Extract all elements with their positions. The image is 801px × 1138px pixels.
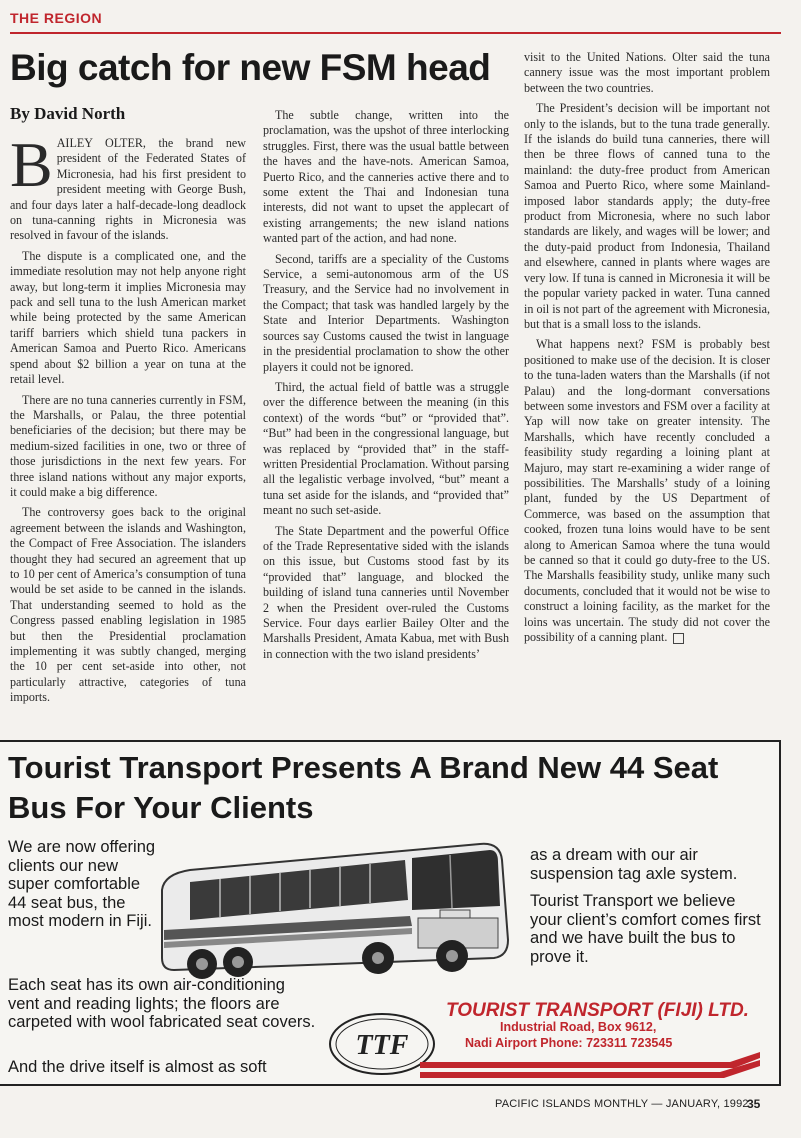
- bus-image: [150, 830, 525, 990]
- ad-copy-left-3: And the drive itself is almost as soft: [8, 1058, 267, 1076]
- article-paragraph: The subtle change, written into the proclamation, was the upshot of three interlocking struggles. First, there was the usual battle between the haves and the have-nots. American Samoa, Puerto Rico, and the canneries active there and to some extent the Thai and Indonesian tuna interests, did not want to upset the applecart of existing arrangements; the new island nations wanted part of the action, and had none.: [263, 108, 509, 246]
- article-column-2: [263, 108, 509, 667]
- ad-copy-left-2: Each seat has its own air-conditioning vent and reading lights; the floors are carpeted with wool fabricated seat covers.: [8, 976, 316, 1031]
- article-paragraph: BAILEY OLTER, the brand new president of the Federated States of Micronesia, had his first president to president meeting with George Bush, and four days later a half-decade-long deadlock on tuna-canning rights in Micronesia was resolved in favour of the islands.: [10, 129, 246, 243]
- article-paragraph: Second, tariffs are a speciality of the Customs Service, a semi-autonomous arm of the US Treasury, and the Service had no involvement in the Compact; that task was handled largely by the State and Interior Departments. Washington sources say Customs caused the twist in language in the presidential proclamation to show the other players it could not be ignored.: [263, 251, 509, 374]
- article-paragraph: The controversy goes back to the original agreement between the islands and Washington, the Compact of Free Association. The islanders thought they had secured an agreement that up to 10 per cent of America’s consumption of tuna would be set aside to be canned in the islands. That understanding seemed to hold as the Congress passed enabling legislation in 1985 but then the Presidential proclamation implementing it was subtly changed, merging the 10 per cent set-aside into other, not particularly attractive, categories of tuna imports.: [10, 505, 246, 705]
- article-paragraph: Third, the actual field of battle was a struggle over the difference between the meaning (in this context) of the words “but” or “provided that”. “But” had been in the congressional language, but was replaced by “provided that” in the staff-written Presidential Proclamation. Without parsing all the legalistic verbage involved, “but” meant a tuna set aside for the islands, and “provided that” meant no such set-aside.: [263, 379, 509, 518]
- article-paragraph: visit to the United Nations. Olter said the tuna cannery issue was the most important problem between the two countries.: [524, 50, 770, 95]
- logo-text: TTF: [355, 1030, 409, 1061]
- page-number: 35: [747, 1097, 761, 1111]
- red-stripe-decoration: [420, 1052, 760, 1082]
- ad-copy-right-2: Tourist Transport we believe your client’s comfort comes first and we have built the bus to prove it.: [530, 892, 761, 966]
- ad-copy-right-1: as a dream with our air suspension tag axle system.: [530, 846, 738, 883]
- company-name: TOURIST TRANSPORT (FIJI) LTD.: [446, 1000, 749, 1021]
- article-paragraph: There are no tuna canneries currently in FSM, the Marshalls, or Palau, the three potential beneficiaries of the decision; but there may be medium-sized facilities in one, two or three of those jurisdictions in the next few years. For three island nations without any major exports, it could make a big difference.: [10, 392, 246, 499]
- article-paragraph: The dispute is a complicated one, and the immediate resolution may not help anyone right away, but long-term it implies Micronesia may pack and sell tuna to the lush American market while being protected by the same American tariff barriers which shield tuna packers in American Samoa and Puerto Rico. Americans spend about $2 billion a year on tuna at the retail level.: [10, 248, 246, 387]
- company-phone: Nadi Airport Phone: 723311 723545: [465, 1036, 673, 1050]
- advertisement: [0, 740, 781, 1086]
- article-paragraph: What happens next? FSM is probably best positioned to make use of the decision. It is closer to the tuna-laden waters than the Marshalls (if not Palau) and the long-dormant conversations between some investors and FSM over a facility at Yap will now take on greater intensity. The Marshalls, which have recently concluded a feasibility study regarding a loining plant at Majuro, may start re-examining a wider range of possibilities. The Marshalls’ study of a loining plant, funded by the US Department of Commerce, was based on the assumption that cooked, frozen tuna loins would have to be sent along to American Samoa where the tuna would be canned so that it could go duty-free to the US. The Marshalls feasibility study, unlike many such documents, concluded that it would not be wise to construct a loining facility, as the market for the loins was uncertain. The study did not cover the possibility of a canning plant.: [524, 337, 770, 645]
- end-mark-icon: [673, 633, 684, 644]
- article-column-1: [10, 129, 246, 711]
- article-paragraph: The State Department and the powerful Office of the Trade Representative sided with the islands on this issue, but Customs stood fast by its “provided that” language, and blocked the building of island tuna canneries until November 2 when the President over-ruled the Customs Service. Four days earlier Bailey Olter and the Marshalls President, Amata Kabua, met with Bush in connection with the two island presidents’: [263, 523, 509, 661]
- article-paragraph: The President’s decision will be important not only to the islands, but to the tuna trade generally. If the islands do build tuna canneries, there will then be three flows of canned tuna to the mainland: the duty-free product from American Samoa and Puerto Rico, where some Mainland-imposed labor standards apply; the duty-free product from Micronesia, where no such labor standards are likely, and wages will be lower; and the duty-paid product from Indonesia, Thailand and elsewhere, canned in plants where wages are very low. If tuna is canned in Micronesia it will be the popular variety packed in water. Tuna canned in oil is not part of the agreement with Micronesia, but that is a small loss to the islands.: [524, 101, 770, 331]
- company-address: Industrial Road, Box 9612,: [500, 1020, 657, 1034]
- article-column-3: [524, 50, 770, 650]
- ad-title: Tourist Transport Presents A Brand New 44 Seat Bus For Your Clients: [8, 750, 719, 825]
- headline: Big catch for new FSM head: [10, 47, 491, 88]
- section-rule: [10, 32, 781, 34]
- byline: By David North: [10, 104, 126, 123]
- drop-cap: B: [10, 129, 53, 200]
- section-tag: THE REGION: [10, 10, 103, 26]
- ad-copy-left-1: We are now offering clients our new super comfortable 44 seat bus, the most modern in Fiji.: [8, 838, 156, 930]
- publication-footer: PACIFIC ISLANDS MONTHLY — JANUARY, 1992: [495, 1098, 749, 1110]
